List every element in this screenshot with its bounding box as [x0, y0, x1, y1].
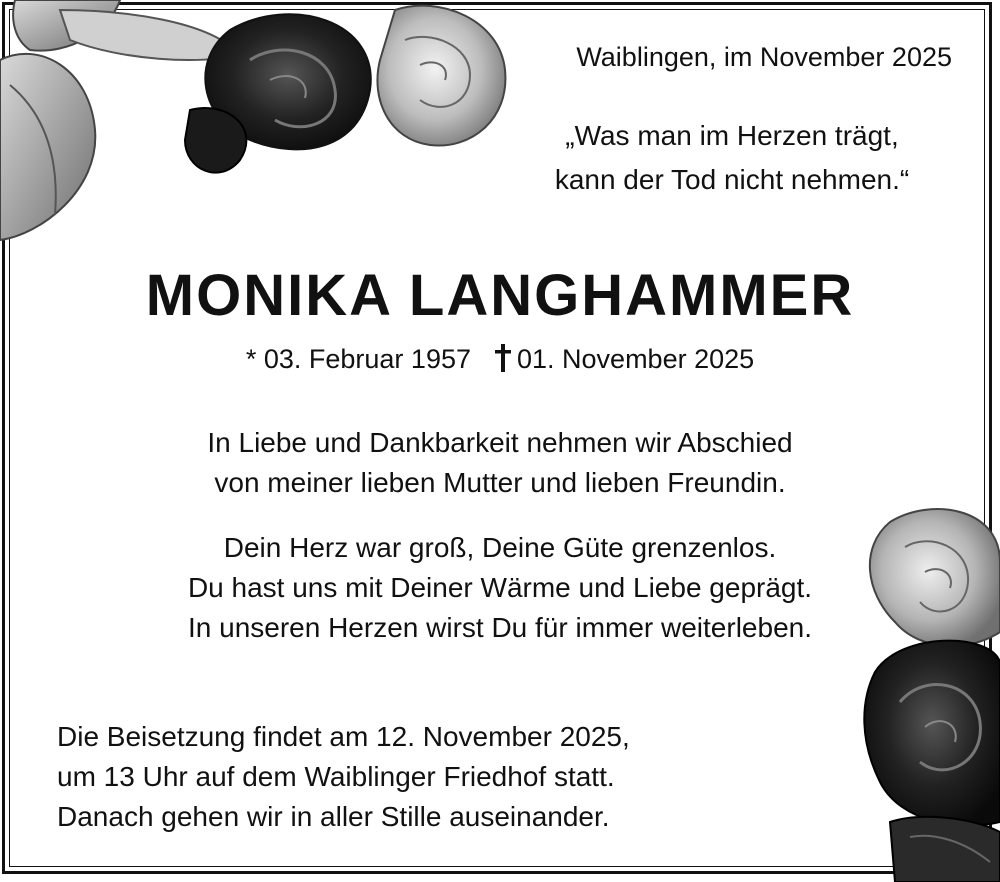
funeral-line: Danach gehen wir in aller Stille auseinander. [57, 801, 610, 832]
tribute-line: Du hast uns mit Deiner Wärme und Liebe geprägt. [187, 572, 813, 603]
farewell-text [0, 423, 1000, 503]
tribute-line: Dein Herz war groß, Deine Güte grenzenlos. [223, 532, 777, 563]
life-dates [0, 340, 1000, 375]
memorial-quote [522, 114, 942, 202]
quote-line: kann der Tod nicht nehmen.“ [554, 164, 910, 195]
funeral-line: Die Beisetzung findet am 12. November 2025, [57, 721, 630, 752]
farewell-line: In Liebe und Dankbarkeit nehmen wir Abschied [207, 427, 793, 458]
funeral-info [57, 717, 630, 837]
cross-icon [493, 344, 513, 372]
funeral-line: um 13 Uhr auf dem Waiblinger Friedhof statt. [57, 761, 615, 792]
death-date: 01. November 2025 [517, 344, 755, 374]
roses-icon [0, 0, 520, 245]
tribute-text [0, 528, 1000, 648]
deceased-name: MONIKA LANGHAMMER [145, 263, 855, 328]
farewell-line: von meiner lieben Mutter und lieben Freundin. [214, 467, 786, 498]
birth-date: * 03. Februar 1957 [245, 344, 471, 374]
tribute-line: In unseren Herzen wirst Du für immer weiterleben. [187, 612, 812, 643]
place-and-date: Waiblingen, im November 2025 [576, 42, 952, 72]
quote-line: „Was man im Herzen trägt, [565, 120, 899, 151]
